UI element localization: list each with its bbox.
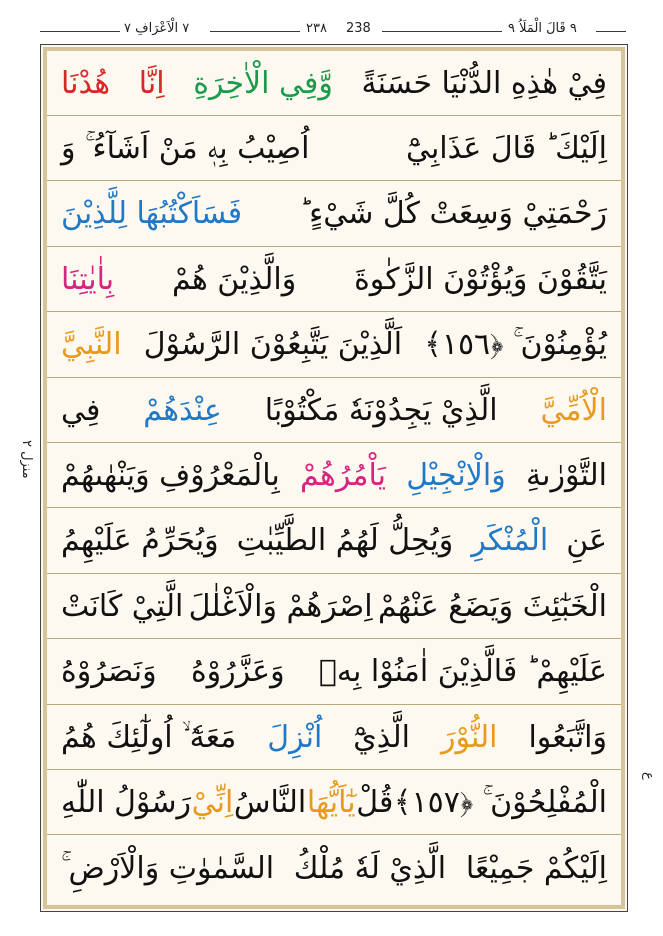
line-1-segment-4: هُدْنَا — [61, 65, 111, 101]
line-1-segment-1: فِيْ هٰذِهِ الدُّنْيَا حَسَنَةً — [361, 65, 607, 101]
text-line-11 — [47, 705, 621, 770]
line-3-segment-2: فَسَاَكْتُبُهَا لِلَّذِيْنَ — [61, 196, 243, 232]
page-header — [40, 18, 626, 44]
line-6-segment-1: الْاُمِّيَّ — [540, 392, 607, 428]
line-12-segment-6: رَسُوْلُ اللّٰهِ — [61, 784, 191, 820]
line-13-segment-3: السَّمٰوٰتِ وَالْاَرْضِ ۚ — [61, 850, 275, 886]
line-10-segment-1: عَلَيْهِمْ ؕ فَالَّذِيْنَ اٰمَنُوْا بِهٖ — [318, 654, 607, 690]
line-12-segment-2: قُلْ — [356, 784, 394, 820]
text-line-1 — [47, 51, 621, 116]
line-7-segment-2: وَالْاِنْجِيْلِ — [406, 457, 506, 493]
line-6-segment-3: عِنْدَهُمْ — [143, 392, 222, 428]
line-1-segment-3: اِنَّا — [138, 65, 165, 101]
text-line-13 — [47, 836, 621, 901]
page-number: 238 — [346, 21, 371, 36]
line-8-segment-3: وَيُحِلُّ لَهُمُ الطَّيِّبٰتِ — [236, 523, 454, 559]
line-1-segment-2: وَّفِي الْاٰخِرَةِ — [193, 65, 333, 101]
line-12-segment-5: اِنِّيْ — [191, 784, 234, 820]
line-12-segment-4: النَّاسُ — [233, 784, 307, 820]
line-9-segment-2: اِصْرَهُمْ وَالْاَغْلٰلَ — [188, 588, 373, 624]
surah-label: ٧ الْاَعْرَافِ ٧ — [124, 21, 190, 36]
line-10-segment-3: وَنَصَرُوْهُ — [61, 654, 157, 690]
line-12-segment-1: الْمُفْلِحُوْنَ ۚ ﴿١٥٧﴾ — [393, 784, 607, 820]
header-rule-mid-right — [382, 31, 502, 32]
line-4-segment-2: وَالَّذِيْنَ هُمْ — [171, 261, 297, 297]
line-8-segment-4: وَيُحَرِّمُ عَلَيْهِمُ — [61, 523, 219, 559]
line-9-segment-3: الَّتِيْ كَانَتْ — [61, 588, 184, 624]
line-2-segment-2: اُصِيْبُ بِهٖ مَنْ اَشَآءُ ۚ وَ — [61, 130, 310, 166]
juz-label: ٩ قَالَ الْمَلَاُ ٩ — [508, 21, 577, 36]
line-6-segment-4: فِي — [61, 392, 101, 428]
line-10-segment-2: وَعَزَّرُوْهُ — [190, 654, 285, 690]
line-5-segment-3: النَّبِيَّ — [61, 327, 122, 363]
line-13-segment-2: الَّذِيْ لَهٗ مُلْكُ — [293, 850, 447, 886]
header-rule-right — [596, 31, 626, 32]
line-11-segment-4: اُنْزِلَ — [267, 719, 323, 755]
text-line-7 — [47, 443, 621, 508]
text-line-4 — [47, 247, 621, 312]
line-11-segment-5: مَعَهٗٓ ۙ اُولٰٓئِكَ هُمُ — [61, 719, 237, 755]
line-11-segment-1: وَاتَّبَعُوا — [528, 719, 607, 755]
text-line-10 — [47, 640, 621, 705]
line-2-segment-1: اِلَيْكَ ؕ قَالَ عَذَابِيْٓ — [405, 130, 607, 166]
line-13-segment-1: اِلَيْكُمْ جَمِيْعًا — [465, 850, 607, 886]
header-rule-mid-left — [210, 31, 300, 32]
line-12-segment-3: يٰٓاَيُّهَا — [306, 784, 356, 820]
line-3-segment-1: رَحْمَتِيْ وَسِعَتْ كُلَّ شَيْءٍ ؕ — [299, 196, 607, 232]
line-7-segment-3: يَاْمُرُهُمْ — [300, 457, 386, 493]
text-line-5 — [47, 313, 621, 378]
header-rule-left — [40, 31, 120, 32]
line-9-segment-1: الْخَبٰٓئِثَ وَيَضَعُ عَنْهُمْ — [377, 588, 607, 624]
text-line-8 — [47, 509, 621, 574]
text-line-6 — [47, 378, 621, 443]
text-area — [43, 47, 625, 909]
text-line-9 — [47, 574, 621, 639]
page-number-arabic: ٢٣٨ — [306, 21, 327, 36]
line-11-segment-3: الَّذِيْٓ — [353, 719, 411, 755]
line-4-segment-3: بِاٰيٰتِنَا — [61, 261, 115, 297]
text-line-2 — [47, 116, 621, 181]
text-line-12 — [47, 770, 621, 835]
text-line-3 — [47, 182, 621, 247]
line-11-segment-2: النُّوْرَ — [440, 719, 498, 755]
line-7-segment-1: التَّوْرٰىةِ — [526, 457, 607, 493]
ruku-marker: ع — [641, 772, 656, 780]
page-frame — [40, 44, 628, 912]
line-7-segment-4: بِالْمَعْرُوْفِ وَيَنْهٰىهُمْ — [61, 457, 280, 493]
line-5-segment-2: اَلَّذِيْنَ يَتَّبِعُوْنَ الرَّسُوْلَ — [143, 327, 403, 363]
line-8-segment-1: عَنِ — [566, 523, 607, 559]
line-5-segment-1: يُؤْمِنُوْنَ ۚ ﴿١٥٦﴾ — [424, 327, 607, 363]
line-6-segment-2: الَّذِيْ يَجِدُوْنَهٗ مَكْتُوْبًا — [264, 392, 498, 428]
line-8-segment-2: الْمُنْكَرِ — [471, 523, 549, 559]
line-4-segment-1: يَتَّقُوْنَ وَيُؤْتُوْنَ الزَّكٰوةَ — [354, 261, 607, 297]
manzil-marker: منزل ٢ — [19, 440, 34, 479]
